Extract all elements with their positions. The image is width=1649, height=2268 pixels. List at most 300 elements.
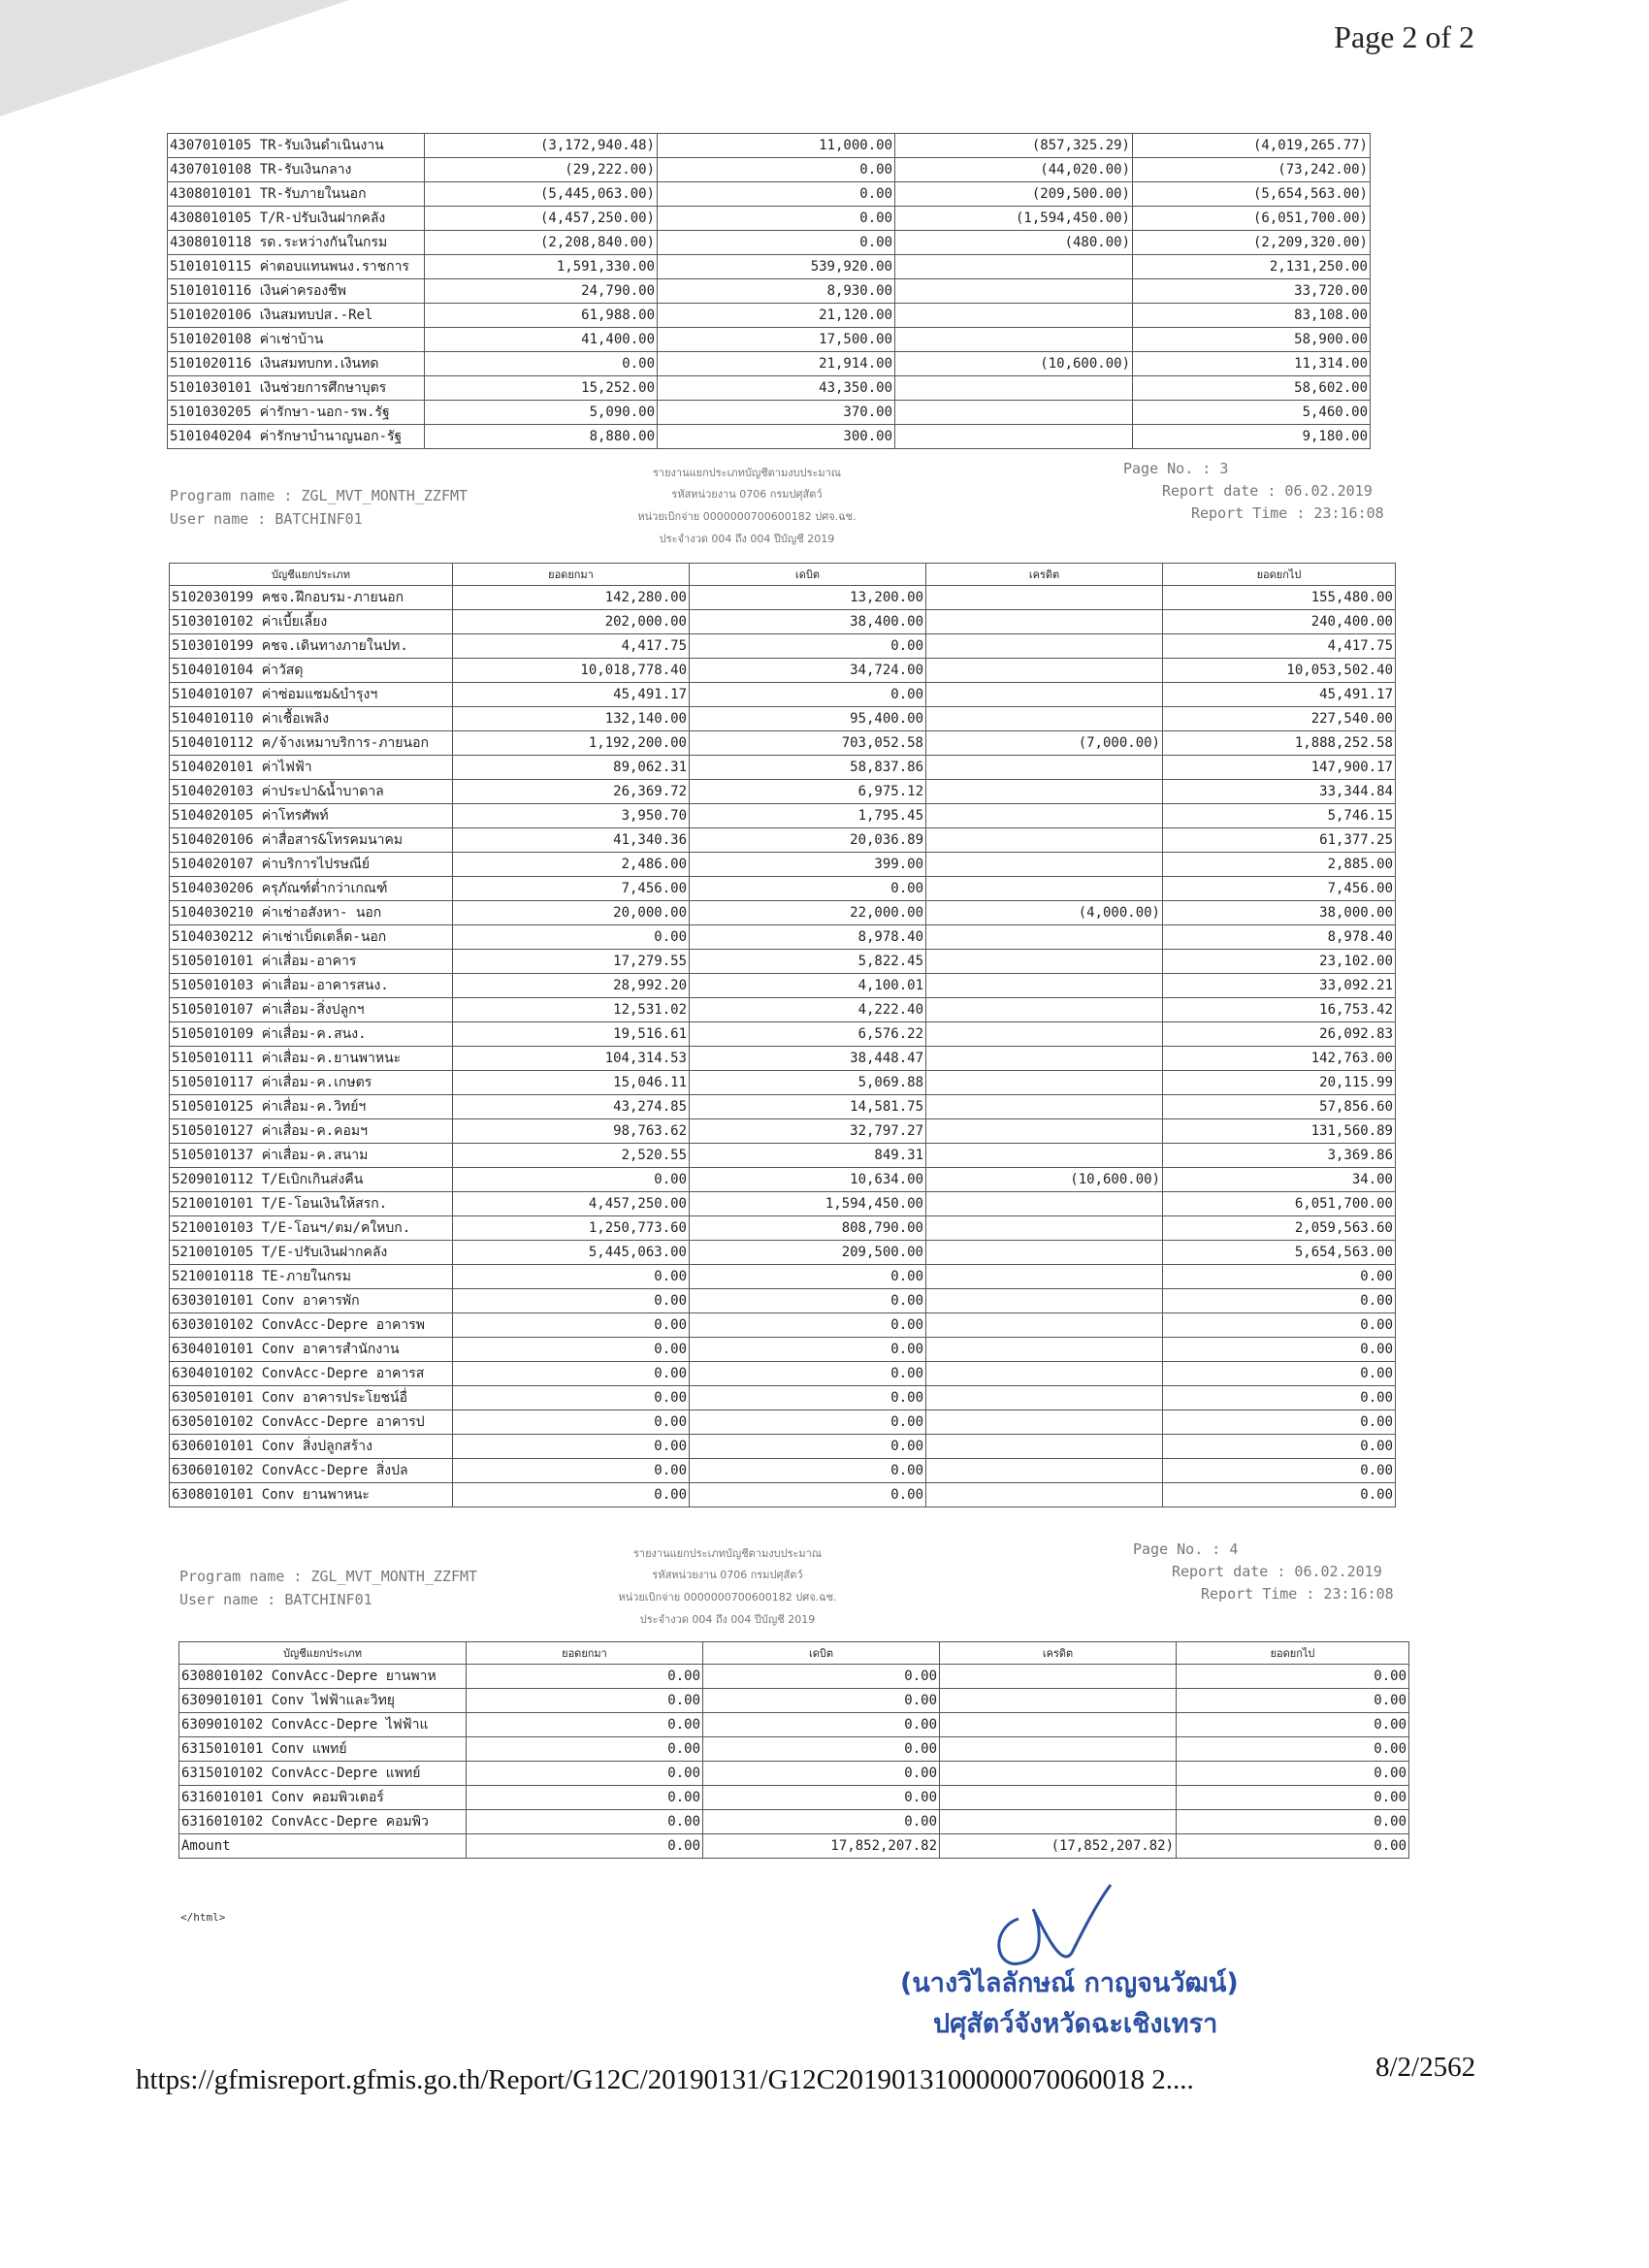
amount-cell: 17,852,207.82 (703, 1834, 940, 1859)
amount-cell: 0.00 (703, 1689, 940, 1713)
amount-cell: 0.00 (690, 877, 926, 901)
amount-cell: 33,720.00 (1133, 279, 1371, 304)
amount-cell: (4,457,250.00) (425, 207, 658, 231)
amount-cell: (4,000.00) (926, 901, 1163, 925)
amount-cell (926, 1144, 1163, 1168)
column-header: บัญชีแยกประเภท (170, 564, 453, 586)
amount-cell: 300.00 (658, 425, 895, 449)
amount-cell: 15,046.11 (453, 1071, 690, 1095)
amount-cell: 10,018,778.40 (453, 659, 690, 683)
amount-cell: 5,746.15 (1163, 804, 1396, 828)
account-cell: 6308010102 ConvAcc-Depre ยานพาห (179, 1665, 467, 1689)
table-row (170, 804, 1396, 828)
amount-cell: 0.00 (1163, 1386, 1396, 1410)
amount-cell: 14,581.75 (690, 1095, 926, 1119)
amount-cell: 61,377.25 (1163, 828, 1396, 853)
amount-cell: 6,576.22 (690, 1022, 926, 1047)
amount-cell (926, 1022, 1163, 1047)
amount-cell: 0.00 (453, 1459, 690, 1483)
amount-cell (926, 1435, 1163, 1459)
account-cell: 5101020106 เงินสมทบปส.-Rel (168, 304, 425, 328)
amount-cell (940, 1665, 1177, 1689)
account-cell: 5105010107 ค่าเสื่อม-สิ่งปลูกฯ (170, 998, 453, 1022)
amount-cell (926, 634, 1163, 659)
amount-cell: 1,594,450.00 (690, 1192, 926, 1216)
amount-cell: 5,445,063.00 (453, 1241, 690, 1265)
amount-cell: 45,491.17 (1163, 683, 1396, 707)
table-row (168, 352, 1371, 376)
amount-cell: 0.00 (425, 352, 658, 376)
amount-cell: 0.00 (690, 683, 926, 707)
table-row (170, 1144, 1396, 1168)
amount-cell: 43,350.00 (658, 376, 895, 401)
amount-cell: 131,560.89 (1163, 1119, 1396, 1144)
amount-cell (895, 425, 1133, 449)
amount-cell: 34.00 (1163, 1168, 1396, 1192)
account-cell: 5105010137 ค่าเสื่อม-ค.สนาม (170, 1144, 453, 1168)
amount-cell: 21,914.00 (658, 352, 895, 376)
amount-cell: 399.00 (690, 853, 926, 877)
table-row (170, 1386, 1396, 1410)
amount-cell (926, 1483, 1163, 1507)
account-cell: 6303010102 ConvAcc-Depre อาคารพ (170, 1313, 453, 1338)
account-cell: 6316010102 ConvAcc-Depre คอมพิว (179, 1810, 467, 1834)
table-row (170, 1265, 1396, 1289)
amount-cell: 0.00 (1177, 1762, 1409, 1786)
amount-cell: 703,052.58 (690, 731, 926, 756)
amount-cell: (857,325.29) (895, 134, 1133, 158)
amount-cell: 17,500.00 (658, 328, 895, 352)
agency-code: รหัสหน่วยงาน 0706 กรมปศุสัตว์ (671, 488, 823, 501)
amount-cell: 16,753.42 (1163, 998, 1396, 1022)
amount-cell: 202,000.00 (453, 610, 690, 634)
amount-cell: 2,059,563.60 (1163, 1216, 1396, 1241)
amount-cell: 0.00 (690, 1289, 926, 1313)
amount-cell (895, 328, 1133, 352)
print-date: 8/2/2562 (1375, 2052, 1476, 2083)
table-row (170, 756, 1396, 780)
amount-cell: (7,000.00) (926, 731, 1163, 756)
table-row (179, 1834, 1409, 1859)
amount-cell: 0.00 (703, 1713, 940, 1737)
user-name-2: User name : BATCHINF01 (179, 1591, 372, 1608)
account-cell: 5105010111 ค่าเสื่อม-ค.ยานพาหนะ (170, 1047, 453, 1071)
amount-cell: 1,250,773.60 (453, 1216, 690, 1241)
amount-cell: 57,856.60 (1163, 1095, 1396, 1119)
amount-cell (926, 1362, 1163, 1386)
account-cell: 5209010112 T/Eเบิกเกินส่งคืน (170, 1168, 453, 1192)
amount-cell: 21,120.00 (658, 304, 895, 328)
amount-cell: 370.00 (658, 401, 895, 425)
amount-cell: 0.00 (467, 1834, 703, 1859)
account-cell: 4308010118 รด.ระหว่างกันในกรม (168, 231, 425, 255)
amount-cell: (4,019,265.77) (1133, 134, 1371, 158)
account-cell: 4308010101 TR-รับภายในนอก (168, 182, 425, 207)
ledger-table-page-3 (169, 563, 1396, 1507)
amount-cell (926, 1386, 1163, 1410)
account-cell: 6303010101 Conv อาคารพัก (170, 1289, 453, 1313)
amount-cell: 58,602.00 (1133, 376, 1371, 401)
amount-cell: (29,222.00) (425, 158, 658, 182)
amount-cell: 45,491.17 (453, 683, 690, 707)
amount-cell (926, 659, 1163, 683)
program-name: Program name : ZGL_MVT_MONTH_ZZFMT (170, 487, 469, 504)
amount-cell: (44,020.00) (895, 158, 1133, 182)
amount-cell: 1,795.45 (690, 804, 926, 828)
report-title-2: รายงานแยกประเภทบัญชีตามงบประมาณ (632, 1547, 823, 1560)
amount-cell: 0.00 (1177, 1786, 1409, 1810)
amount-cell: 0.00 (658, 207, 895, 231)
column-header: เดบิต (703, 1642, 940, 1665)
table-row (179, 1737, 1409, 1762)
amount-cell: 26,092.83 (1163, 1022, 1396, 1047)
amount-cell: (6,051,700.00) (1133, 207, 1371, 231)
amount-cell (926, 1216, 1163, 1241)
amount-cell: 0.00 (1163, 1313, 1396, 1338)
amount-cell: 142,280.00 (453, 586, 690, 610)
amount-cell (926, 1241, 1163, 1265)
amount-cell (940, 1737, 1177, 1762)
report-url: https://gfmisreport.gfmis.go.th/Report/G12C/20190131/G12C2019013100000070060018 2.... (136, 2064, 1194, 2095)
amount-cell (926, 780, 1163, 804)
account-cell: 6315010102 ConvAcc-Depre แพทย์ (179, 1762, 467, 1786)
table-row (168, 425, 1371, 449)
amount-cell: 33,092.21 (1163, 974, 1396, 998)
amount-cell (926, 1410, 1163, 1435)
account-cell: 5104010112 ค/จ้างเหมาบริการ-ภายนอก (170, 731, 453, 756)
account-cell: 4308010105 T/R-ปรับเงินฝากคลัง (168, 207, 425, 231)
amount-cell: 2,520.55 (453, 1144, 690, 1168)
amount-cell (926, 1313, 1163, 1338)
amount-cell: 209,500.00 (690, 1241, 926, 1265)
amount-cell: 5,822.45 (690, 950, 926, 974)
account-cell: 6309010102 ConvAcc-Depre ไฟฟ้าแ (179, 1713, 467, 1737)
amount-cell (926, 1192, 1163, 1216)
account-cell: 5101030101 เงินช่วยการศึกษาบุตร (168, 376, 425, 401)
amount-cell: 95,400.00 (690, 707, 926, 731)
amount-cell: 0.00 (467, 1689, 703, 1713)
amount-cell: 0.00 (1163, 1362, 1396, 1386)
amount-cell: (5,654,563.00) (1133, 182, 1371, 207)
amount-cell: 6,051,700.00 (1163, 1192, 1396, 1216)
table-row (170, 1483, 1396, 1507)
amount-cell: 0.00 (658, 158, 895, 182)
amount-cell: 0.00 (453, 1338, 690, 1362)
amount-cell: 0.00 (690, 1459, 926, 1483)
table-row (168, 158, 1371, 182)
account-cell: 6304010102 ConvAcc-Depre อาคารส (170, 1362, 453, 1386)
table-row (168, 279, 1371, 304)
amount-cell (926, 1265, 1163, 1289)
report-time: Report Time : 23:16:08 (1191, 504, 1384, 522)
amount-cell: (10,600.00) (926, 1168, 1163, 1192)
amount-cell: 8,930.00 (658, 279, 895, 304)
amount-cell: 0.00 (690, 1386, 926, 1410)
account-cell: 5105010109 ค่าเสื่อม-ค.สนง. (170, 1022, 453, 1047)
disbursing-unit: หน่วยเบิกจ่าย 0000000700600182 ปศจ.ฉช. (637, 510, 857, 523)
account-cell: 5101010116 เงินค่าครองชีพ (168, 279, 425, 304)
account-cell: 5103010102 ค่าเบี้ยเลี้ยง (170, 610, 453, 634)
amount-cell: 38,400.00 (690, 610, 926, 634)
amount-cell: (2,209,320.00) (1133, 231, 1371, 255)
amount-cell (895, 401, 1133, 425)
account-cell: 5210010101 T/E-โอนเงินให้สรก. (170, 1192, 453, 1216)
column-header: เครดิต (940, 1642, 1177, 1665)
account-cell: Amount (179, 1834, 467, 1859)
amount-cell (895, 279, 1133, 304)
table-row (170, 1289, 1396, 1313)
amount-cell: 0.00 (1177, 1834, 1409, 1859)
account-cell: 6316010101 Conv คอมพิวเตอร์ (179, 1786, 467, 1810)
table-row (170, 1022, 1396, 1047)
amount-cell (926, 1095, 1163, 1119)
table-row (170, 1216, 1396, 1241)
amount-cell (926, 683, 1163, 707)
amount-cell: 2,885.00 (1163, 853, 1396, 877)
amount-cell: 0.00 (690, 1483, 926, 1507)
account-cell: 5101020108 ค่าเช่าบ้าน (168, 328, 425, 352)
amount-cell: (1,594,450.00) (895, 207, 1133, 231)
amount-cell: 5,460.00 (1133, 401, 1371, 425)
amount-cell (940, 1786, 1177, 1810)
amount-cell (940, 1762, 1177, 1786)
amount-cell: 0.00 (1163, 1289, 1396, 1313)
amount-cell: 83,108.00 (1133, 304, 1371, 328)
amount-cell: 11,000.00 (658, 134, 895, 158)
amount-cell (926, 853, 1163, 877)
amount-cell: 1,888,252.58 (1163, 731, 1396, 756)
amount-cell: 28,992.20 (453, 974, 690, 998)
signer-title: ปศุสัตว์จังหวัดฉะเชิงเทรา (933, 2009, 1218, 2039)
account-cell: 6315010101 Conv แพทย์ (179, 1737, 467, 1762)
column-header: ยอดยกไป (1177, 1642, 1409, 1665)
amount-cell: 58,900.00 (1133, 328, 1371, 352)
amount-cell (926, 925, 1163, 950)
amount-cell: 0.00 (1163, 1410, 1396, 1435)
amount-cell (926, 1338, 1163, 1362)
amount-cell: 0.00 (703, 1737, 940, 1762)
amount-cell: 0.00 (1177, 1689, 1409, 1713)
amount-cell: (5,445,063.00) (425, 182, 658, 207)
amount-cell: (209,500.00) (895, 182, 1133, 207)
ledger-table-page-4 (178, 1641, 1409, 1859)
amount-cell: 17,279.55 (453, 950, 690, 974)
column-header: เดบิต (690, 564, 926, 586)
amount-cell: 0.00 (453, 1483, 690, 1507)
amount-cell: 10,053,502.40 (1163, 659, 1396, 683)
agency-code-2: รหัสหน่วยงาน 0706 กรมปศุสัตว์ (652, 1569, 803, 1581)
amount-cell: 0.00 (658, 231, 895, 255)
amount-cell (895, 255, 1133, 279)
amount-cell: 61,988.00 (425, 304, 658, 328)
html-end-tag: </html> (180, 1911, 226, 1924)
amount-cell (895, 376, 1133, 401)
column-header: บัญชีแยกประเภท (179, 1642, 467, 1665)
amount-cell: 4,222.40 (690, 998, 926, 1022)
table-row (170, 1168, 1396, 1192)
account-cell: 5104030206 ครุภัณฑ์ต่ำกว่าเกณฑ์ (170, 877, 453, 901)
scan-shadow (0, 0, 349, 116)
amount-cell: 20,000.00 (453, 901, 690, 925)
account-cell: 6309010101 Conv ไฟฟ้าและวิทยุ (179, 1689, 467, 1713)
amount-cell: 0.00 (1163, 1459, 1396, 1483)
amount-cell: 41,340.36 (453, 828, 690, 853)
account-cell: 5101030205 ค่ารักษา-นอก-รพ.รัฐ (168, 401, 425, 425)
amount-cell (926, 756, 1163, 780)
amount-cell: (3,172,940.48) (425, 134, 658, 158)
table-row (168, 304, 1371, 328)
amount-cell: 58,837.86 (690, 756, 926, 780)
page-number: Page 2 of 2 (1334, 19, 1474, 54)
amount-cell: 0.00 (703, 1810, 940, 1834)
amount-cell: 22,000.00 (690, 901, 926, 925)
amount-cell (926, 828, 1163, 853)
amount-cell: 0.00 (467, 1810, 703, 1834)
account-cell: 5103010199 คชจ.เดินทางภายในปท. (170, 634, 453, 659)
period-2: ประจำงวด 004 ถึง 004 ปีบัญชี 2019 (639, 1613, 816, 1626)
amount-cell: 5,069.88 (690, 1071, 926, 1095)
amount-cell (926, 804, 1163, 828)
amount-cell: 0.00 (1177, 1737, 1409, 1762)
report-date: Report date : 06.02.2019 (1162, 482, 1373, 500)
amount-cell: 24,790.00 (425, 279, 658, 304)
amount-cell (926, 1289, 1163, 1313)
table-row (170, 1459, 1396, 1483)
table-row (170, 925, 1396, 950)
amount-cell: 0.00 (467, 1713, 703, 1737)
table-row (170, 853, 1396, 877)
account-cell: 5104020101 ค่าไฟฟ้า (170, 756, 453, 780)
amount-cell: 0.00 (467, 1786, 703, 1810)
amount-cell: 0.00 (690, 1338, 926, 1362)
table-row (170, 1241, 1396, 1265)
account-cell: 5105010127 ค่าเสื่อม-ค.คอมฯ (170, 1119, 453, 1144)
amount-cell: 0.00 (690, 1410, 926, 1435)
account-cell: 5210010118 TE-ภายในกรม (170, 1265, 453, 1289)
amount-cell: 0.00 (703, 1762, 940, 1786)
amount-cell: 0.00 (1177, 1713, 1409, 1737)
amount-cell: 4,417.75 (1163, 634, 1396, 659)
amount-cell: 240,400.00 (1163, 610, 1396, 634)
amount-cell: 34,724.00 (690, 659, 926, 683)
table-row (179, 1713, 1409, 1737)
amount-cell: 98,763.62 (453, 1119, 690, 1144)
signer-name: (นางวิไลลักษณ์ กาญจนวัฒน์) (900, 1968, 1239, 1998)
amount-cell: 41,400.00 (425, 328, 658, 352)
amount-cell: (10,600.00) (895, 352, 1133, 376)
table-row (170, 1435, 1396, 1459)
table-row (170, 610, 1396, 634)
table-row (179, 1786, 1409, 1810)
account-cell: 5104010104 ค่าวัสดุ (170, 659, 453, 683)
amount-cell: 89,062.31 (453, 756, 690, 780)
amount-cell: 26,369.72 (453, 780, 690, 804)
amount-cell (926, 1047, 1163, 1071)
amount-cell: 5,654,563.00 (1163, 1241, 1396, 1265)
amount-cell: 33,344.84 (1163, 780, 1396, 804)
amount-cell: 8,978.40 (690, 925, 926, 950)
amount-cell: 38,000.00 (1163, 901, 1396, 925)
amount-cell: 808,790.00 (690, 1216, 926, 1241)
amount-cell: 0.00 (690, 1362, 926, 1386)
amount-cell: 5,090.00 (425, 401, 658, 425)
amount-cell: 15,252.00 (425, 376, 658, 401)
table-row (170, 1095, 1396, 1119)
amount-cell: 23,102.00 (1163, 950, 1396, 974)
amount-cell: 0.00 (703, 1786, 940, 1810)
amount-cell: 539,920.00 (658, 255, 895, 279)
amount-cell: 0.00 (453, 1289, 690, 1313)
amount-cell (926, 877, 1163, 901)
amount-cell: 43,274.85 (453, 1095, 690, 1119)
amount-cell: 4,100.01 (690, 974, 926, 998)
table-row (170, 780, 1396, 804)
account-cell: 5104010107 ค่าซ่อมแซม&บำรุงฯ (170, 683, 453, 707)
table-row (170, 659, 1396, 683)
table-row (170, 1071, 1396, 1095)
amount-cell (926, 950, 1163, 974)
amount-cell: 0.00 (453, 1435, 690, 1459)
amount-cell: 8,880.00 (425, 425, 658, 449)
table-row (179, 1665, 1409, 1689)
column-header: ยอดยกมา (453, 564, 690, 586)
table-row (179, 1810, 1409, 1834)
amount-cell: 0.00 (453, 1168, 690, 1192)
amount-cell (926, 586, 1163, 610)
table-row (170, 1047, 1396, 1071)
amount-cell: 13,200.00 (690, 586, 926, 610)
amount-cell: (73,242.00) (1133, 158, 1371, 182)
table-row (170, 586, 1396, 610)
amount-cell: 0.00 (1177, 1665, 1409, 1689)
report-title: รายงานแยกประเภทบัญชีตามงบประมาณ (652, 467, 842, 479)
amount-cell: 3,950.70 (453, 804, 690, 828)
table-row (170, 1119, 1396, 1144)
column-header: ยอดยกมา (467, 1642, 703, 1665)
table-row (170, 998, 1396, 1022)
amount-cell: 1,192,200.00 (453, 731, 690, 756)
table-row (170, 1338, 1396, 1362)
amount-cell (926, 610, 1163, 634)
table-row (168, 376, 1371, 401)
amount-cell: 0.00 (703, 1665, 940, 1689)
account-cell: 5104010110 ค่าเชื้อเพลิง (170, 707, 453, 731)
amount-cell: 1,591,330.00 (425, 255, 658, 279)
amount-cell: (480.00) (895, 231, 1133, 255)
account-cell: 6304010101 Conv อาคารสำนักงาน (170, 1338, 453, 1362)
amount-cell: 0.00 (467, 1665, 703, 1689)
amount-cell: 12,531.02 (453, 998, 690, 1022)
amount-cell: 20,115.99 (1163, 1071, 1396, 1095)
table-row (168, 182, 1371, 207)
amount-cell: 11,314.00 (1133, 352, 1371, 376)
account-cell: 5210010103 T/E-โอนฯ/ตม/คใหบก. (170, 1216, 453, 1241)
amount-cell: (17,852,207.82) (940, 1834, 1177, 1859)
table-row (168, 231, 1371, 255)
amount-cell: 0.00 (467, 1737, 703, 1762)
account-cell: 5101010115 ค่าตอบแทนพนง.ราชการ (168, 255, 425, 279)
table-row (168, 207, 1371, 231)
amount-cell: 19,516.61 (453, 1022, 690, 1047)
account-cell: 5104020106 ค่าสื่อสาร&โทรคมนาคม (170, 828, 453, 853)
account-cell: 5104020103 ค่าประปา&น้ำบาดาล (170, 780, 453, 804)
account-cell: 5104020107 ค่าบริการไปรษณีย์ (170, 853, 453, 877)
amount-cell: 10,634.00 (690, 1168, 926, 1192)
account-cell: 6308010101 Conv ยานพาหนะ (170, 1483, 453, 1507)
report-date-2: Report date : 06.02.2019 (1172, 1563, 1382, 1580)
account-cell: 6306010101 Conv สิ่งปลูกสร้าง (170, 1435, 453, 1459)
amount-cell: 0.00 (1163, 1435, 1396, 1459)
